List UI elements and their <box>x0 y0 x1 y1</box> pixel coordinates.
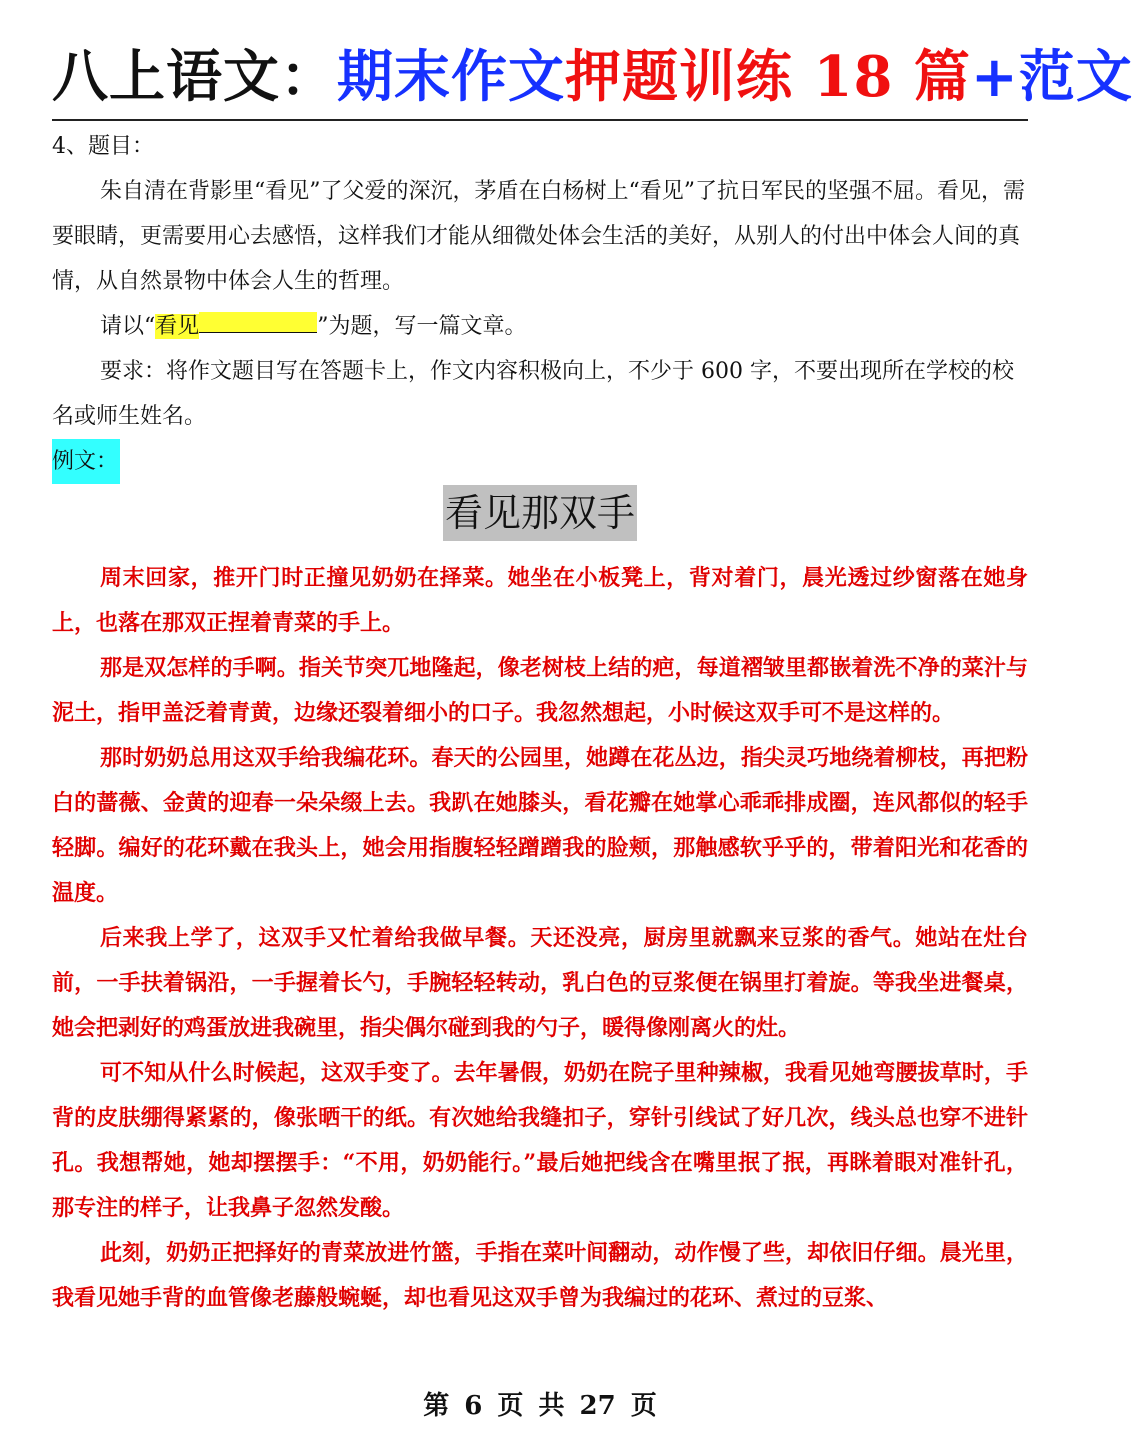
essay-paragraph: 可不知从什么时候起，这双手变了。去年暑假，奶奶在院子里种辣椒，我看见她弯腰拔草时，手背的皮肤绷得紧紧的，像张晒干的纸。有次她给我缝扣子，穿针引线试了好几次，线头总也穿不进针孔。我想帮她，她却摆摆手：“不用，奶奶能行。”最后她把线含在嘴里抿了抿，再眯着眼对准针孔，那专注的样子，让我鼻子忽然发酸。 <box>52 1060 1028 1221</box>
document-header <box>52 38 1133 116</box>
fill-in-blank <box>199 312 317 333</box>
essay-paragraph: 后来我上学了，这双手又忙着给我做早餐。天还没亮，厨房里就飘来豆浆的香气。她站在灶台前，一手扶着锅沿，一手握着长勺，手腕轻轻转动，乳白色的豆浆便在锅里打着旋。等我坐进餐桌，她会把剥好的鸡蛋放进我碗里，指尖偶尔碰到我的勺子，暖得像刚离火的灶。 <box>52 925 1028 1041</box>
header-training: 押题训练 18 篇 <box>565 44 971 110</box>
essay-prompt <box>52 124 1028 484</box>
header-divider <box>52 119 1028 121</box>
essay-paragraph: 此刻，奶奶正把择好的青菜放进竹篮，手指在菜叶间翻动，动作慢了些，却依旧仔细。晨光里，我看见她手背的血管像老藤般蜿蜒，却也看见这双手曾为我编过的花环、煮过的豆浆、 <box>52 1240 1028 1311</box>
prompt-requirements: 要求：将作文题目写在答题卡上，作文内容积极向上，不少于 600 字，不要出现所在学校的校名或师生姓名。 <box>52 359 1014 429</box>
essay-title: 看见那双手 <box>443 485 637 541</box>
instruction-highlight: 看见 <box>155 314 200 339</box>
header-grade-subject: 八上语文： <box>52 44 337 110</box>
page-number: 第 6 页 共 27 页 <box>423 1391 657 1421</box>
essay-paragraph: 那是双怎样的手啊。指关节突兀地隆起，像老树枝上结的疤，每道褶皱里都嵌着洗不净的菜汁与泥土，指甲盖泛着青黄，边缘还裂着细小的口子。我忽然想起，小时候这双手可不是这样的。 <box>52 655 1028 726</box>
essay-title-wrap <box>0 485 1080 541</box>
prompt-instruction <box>52 304 1028 349</box>
header-topic: 期末作文 <box>337 44 565 110</box>
prompt-number: 4、题目： <box>52 134 154 159</box>
example-label-line <box>52 439 1028 484</box>
instruction-suffix: ”为题，写一篇文章。 <box>317 314 527 339</box>
essay-paragraph: 周末回家，推开门时正撞见奶奶在择菜。她坐在小板凳上，背对着门，晨光透过纱窗落在她身上，也落在那双正捏着青菜的手上。 <box>52 565 1028 636</box>
example-label: 例文： <box>52 439 120 484</box>
instruction-prefix: 请以“ <box>100 314 156 339</box>
header-sample: +范文 <box>970 44 1133 110</box>
essay-body <box>52 556 1028 1321</box>
essay-paragraph: 那时奶奶总用这双手给我编花环。春天的公园里，她蹲在花丛边，指尖灵巧地绕着柳枝，再把粉白的蔷薇、金黄的迎春一朵朵缀上去。我趴在她膝头，看花瓣在她掌心乖乖排成圈，连风都似的轻手轻脚。编好的花环戴在我头上，她会用指腹轻轻蹭蹭我的脸颊，那触感软乎乎的，带着阳光和花香的温度。 <box>52 745 1028 906</box>
prompt-paragraph: 朱自清在背影里“看见”了父爱的深沉，茅盾在白杨树上“看见”了抗日军民的坚强不屈。看见，需要眼睛，更需要用心去感悟，这样我们才能从细微处体会生活的美好，从别人的付出中体会人间的真情，从自然景物中体会人生的哲理。 <box>52 179 1025 294</box>
